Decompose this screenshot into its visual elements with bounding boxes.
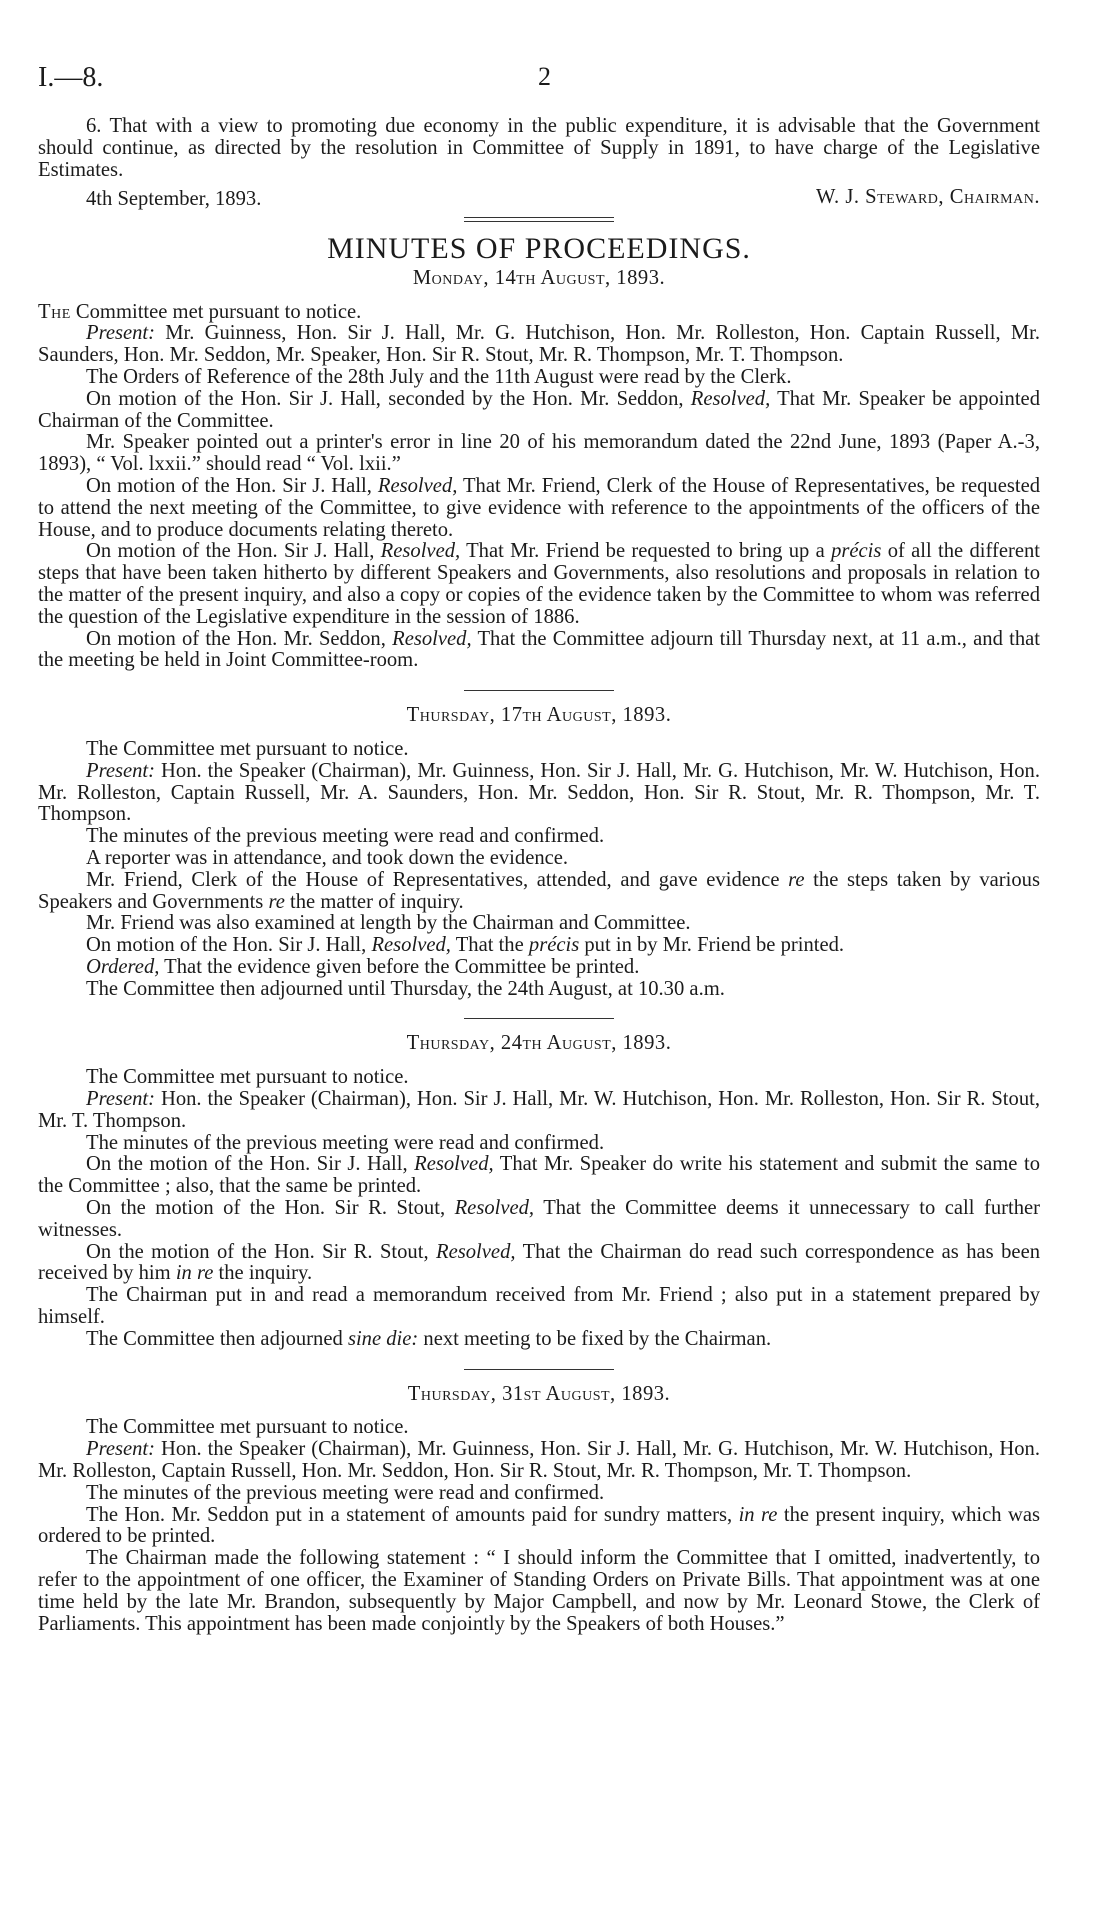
meeting-paragraph: Mr. Speaker pointed out a printer's error in line 20 of his memorandum dated the 22nd June, 1893 (Paper A.-3, 1893), “ Vol. lxxii.” should read “ Vol. lxii.” [38, 431, 1040, 476]
meeting-paragraph: On the motion of the Hon. Sir J. Hall, Resolved, That Mr. Speaker do write his statement and submit the same to the Committee ; also, that the same be printed. [38, 1153, 1040, 1198]
meeting-17-august [38, 705, 1040, 1000]
meeting-paragraph: The minutes of the previous meeting were read and confirmed. [86, 825, 605, 848]
meeting-paragraph: Mr. Friend was also examined at length by the Chairman and Committee. [86, 912, 691, 935]
meeting-paragraph: The Orders of Reference of the 28th July and the 11th August were read by the Clerk. [86, 365, 792, 388]
meeting-paragraph: The Chairman made the following statement : “ I should inform the Committee that I omitted, inadvertently, to refer to the appointment of one officer, the Examiner of Standing Orders on Private Bills. That appointment was at one time held by the late Mr. Brandon, subsequently by Major Campbell, and now by Mr. Leonard Stowe, the Clerk of Parliaments. This appointment has been made conjointly by the Speakers of both Houses.” [38, 1547, 1040, 1635]
signatory: W. J. Steward, Chairman. [815, 186, 1040, 209]
report-date: 4th September, 1893. [86, 188, 262, 211]
meeting-paragraph: On motion of the Hon. Sir J. Hall, seconded by the Hon. Mr. Seddon, Resolved, That Mr. Speaker be appointed Chairman of the Committee. [38, 387, 1040, 432]
section-divider [464, 690, 614, 691]
meeting-24-august [38, 1033, 1040, 1350]
intro-item-6: 6. That with a view to promoting due economy in the public expenditure, it is advisable that the Government should continue, as directed by the resolution in Committee of Supply in 1891, to have charge of the Legislative Estimates. [38, 115, 1040, 181]
meeting-paragraph: The Committee met pursuant to notice. [38, 300, 362, 323]
meeting-paragraph: On motion of the Hon. Sir J. Hall, Resolved, That Mr. Friend, Clerk of the House of Representatives, be requested to attend the next meeting of the Committee, to give evidence with reference to the appointments of the officers of the House, and to produce documents relating thereto. [38, 474, 1041, 541]
meeting-paragraph: The Committee met pursuant to notice. [86, 737, 409, 760]
meeting-paragraph: The minutes of the previous meeting were read and confirmed. [86, 1131, 605, 1154]
meeting-heading: Thursday, 31st August, 1893. [407, 1382, 671, 1405]
document-body [38, 116, 1040, 1635]
meeting-paragraph: The Chairman put in and read a memorandum received from Mr. Friend ; also put in a statement prepared by himself. [38, 1284, 1040, 1329]
section-divider [464, 1369, 614, 1370]
present-list: Present: Hon. the Speaker (Chairman), Mr. Guinness, Hon. Sir J. Hall, Mr. G. Hutchison, Mr. W. Hutchison, Hon. Mr. Rolleston, Captain Russell, Hon. Mr. Seddon, Hon. Sir R. Stout, Mr. R. Thompson, Mr. T. Thompson. [38, 1438, 1040, 1483]
meeting-heading: Monday, 14th August, 1893. [412, 266, 666, 289]
meeting-paragraph: A reporter was in attendance, and took down the evidence. [86, 846, 569, 869]
meeting-paragraph: The Committee then adjourned until Thursday, the 24th August, at 10.30 a.m. [86, 977, 725, 1000]
meeting-paragraph: On motion of the Hon. Mr. Seddon, Resolved, That the Committee adjourn till Thursday next, at 11 a.m., and that the meeting be held in Joint Committee-room. [38, 627, 1040, 672]
present-list: Present: Hon. the Speaker (Chairman), Mr. Guinness, Hon. Sir J. Hall, Mr. G. Hutchison, Mr. W. Hutchison, Hon. Mr. Rolleston, Captain Russell, Mr. A. Saunders, Hon. Mr. Seddon, Hon. Sir R. Stout, Mr. R. Thompson, Mr. T. Thompson. [38, 759, 1040, 826]
present-list: Present: Hon. the Speaker (Chairman), Hon. Sir J. Hall, Mr. W. Hutchison, Hon. Mr. Rolleston, Hon. Sir R. Stout, Mr. T. Thompson. [38, 1088, 1040, 1132]
meeting-paragraph: The Committee met pursuant to notice. [86, 1066, 409, 1089]
meeting-paragraph: Mr. Friend, Clerk of the House of Representatives, attended, and gave evidence re the steps taken by various Speakers and Governments re the matter of inquiry. [38, 868, 1040, 913]
meeting-14-august [38, 268, 1040, 672]
double-divider [464, 217, 614, 222]
meeting-paragraph: On motion of the Hon. Sir J. Hall, Resolved, That Mr. Friend be requested to bring up a précis of all the different steps that have been taken hitherto by different Speakers and Governments, also resolutions and proposals in relation to the matter of the present inquiry, and also a copy or copies of the evidence taken by the Committee to whom was referred the question of the Legislative expenditure in the session of 1886. [38, 540, 1041, 628]
meeting-paragraph: Ordered, That the evidence given before the Committee be printed. [86, 955, 640, 978]
meeting-heading: Thursday, 24th August, 1893. [406, 1032, 672, 1055]
paper-reference: I.—8. [38, 62, 104, 93]
present-list: Present: Mr. Guinness, Hon. Sir J. Hall, Mr. G. Hutchison, Hon. Mr. Rolleston, Hon. Captain Russell, Mr. Saunders, Hon. Mr. Seddon, Mr. Speaker, Hon. Sir R. Stout, Mr. R. Thompson, Mr. T. Thompson. [38, 322, 1040, 367]
meeting-paragraph: The Committee met pursuant to notice. [86, 1416, 409, 1439]
meeting-paragraph: The Hon. Mr. Seddon put in a statement of amounts paid for sundry matters, in re the present inquiry, which was ordered to be printed. [38, 1503, 1041, 1548]
meeting-paragraph: The Committee then adjourned sine die: next meeting to be fixed by the Chairman. [86, 1327, 772, 1350]
meeting-paragraph: On the motion of the Hon. Sir R. Stout, Resolved, That the Committee deems it unnecessary to call further witnesses. [38, 1197, 1041, 1241]
meeting-paragraph: On motion of the Hon. Sir J. Hall, Resolved, That the précis put in by Mr. Friend be printed. [86, 934, 845, 957]
section-divider [464, 1018, 614, 1019]
minutes-title: MINUTES OF PROCEEDINGS. [327, 231, 751, 265]
page-number: 2 [538, 62, 551, 91]
meeting-paragraph: On the motion of the Hon. Sir R. Stout, Resolved, That the Chairman do read such correspondence as has been received by him in re the inquiry. [38, 1240, 1041, 1285]
meeting-31-august [38, 1384, 1040, 1636]
meeting-paragraph: The minutes of the previous meeting were read and confirmed. [86, 1481, 605, 1504]
meeting-heading: Thursday, 17th August, 1893. [406, 704, 672, 727]
